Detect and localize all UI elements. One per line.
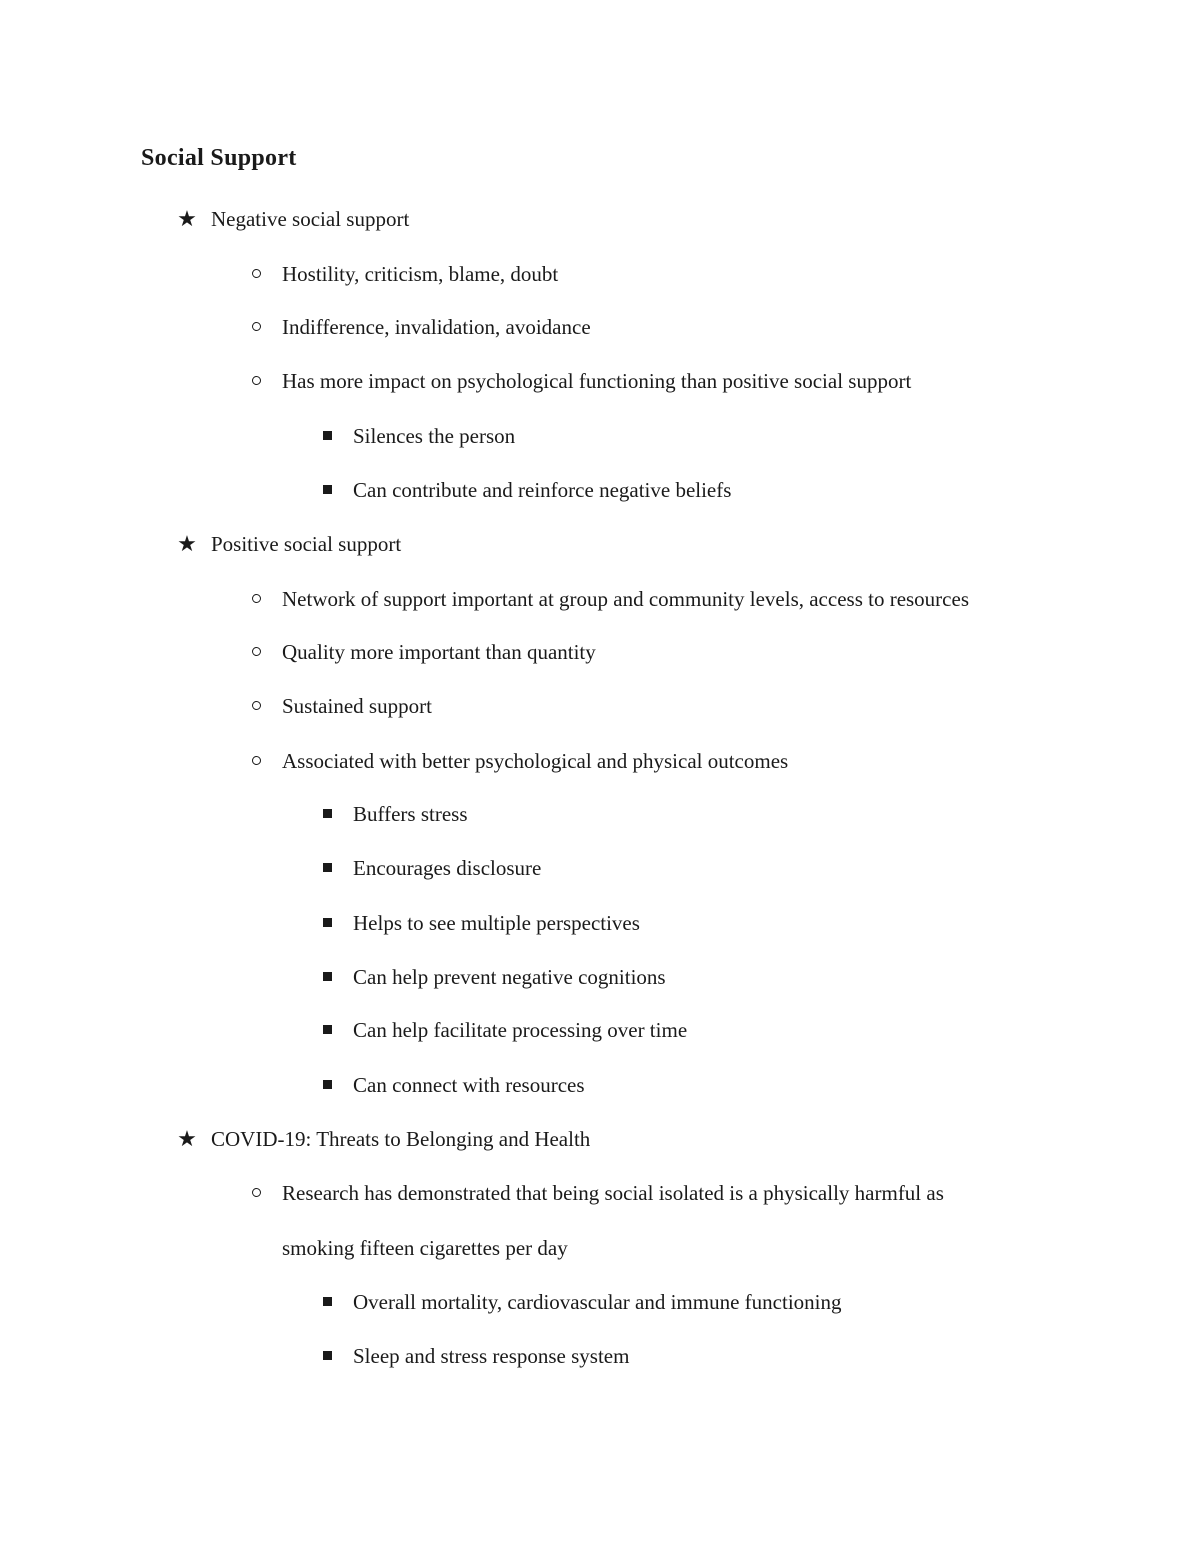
list-item [282,691,432,721]
hollow-circle-bullet-icon [248,690,264,720]
list-item [282,259,558,289]
list-item-label: Indifference, invalidation, avoidance [282,315,591,339]
section-positive-social-support [177,529,402,559]
sub-list-item [353,475,731,505]
star-bullet-icon: ★ [177,531,197,556]
hollow-circle-bullet-icon [248,636,264,666]
sub-list-item [353,908,640,938]
star-bullet-icon: ★ [177,206,197,231]
sub-list-item [353,962,666,992]
hollow-circle-bullet-icon [248,258,264,288]
list-item-label: Network of support important at group and community levels, access to resources [282,587,969,611]
list-item-label: Associated with better psychological and physical outcomes [282,749,789,773]
list-item-label: Research has demonstrated that being social isolated is a physically harmful as [282,1181,944,1205]
sub-list-item-label: Buffers stress [353,802,468,826]
sub-list-item-label: Silences the person [353,424,516,448]
section-label: Positive social support [211,532,402,556]
square-bullet-icon [319,475,335,505]
list-item [282,637,596,667]
sub-list-item-label: Can help facilitate processing over time [353,1018,688,1042]
square-bullet-icon [319,1015,335,1045]
list-item-continuation [282,1233,568,1263]
sub-list-item [353,853,541,883]
list-item [282,366,911,396]
sub-list-item [353,1070,585,1100]
list-item [282,584,969,614]
page-title: Social Support [141,145,297,171]
section-label: Negative social support [211,207,410,231]
sub-list-item-label: Helps to see multiple perspectives [353,911,640,935]
hollow-circle-bullet-icon [248,745,264,775]
square-bullet-icon [319,799,335,829]
sub-list-item-label: Can connect with resources [353,1073,585,1097]
list-item-label: Quality more important than quantity [282,640,596,664]
list-item-label: Hostility, criticism, blame, doubt [282,262,559,286]
list-item [282,1178,944,1208]
sub-list-item-label: Sleep and stress response system [353,1344,630,1368]
sub-list-item-label: Can contribute and reinforce negative beliefs [353,478,732,502]
section-covid-19 [177,1124,591,1154]
hollow-circle-bullet-icon [248,1177,264,1207]
list-item [282,312,591,342]
sub-list-item [353,421,515,451]
square-bullet-icon [319,1287,335,1317]
list-item-label: Sustained support [282,694,432,718]
hollow-circle-bullet-icon [248,365,264,395]
sub-list-item [353,1341,629,1371]
sub-list-item [353,799,468,829]
section-negative-social-support [177,204,410,234]
list-item [282,746,788,776]
square-bullet-icon [319,1070,335,1100]
square-bullet-icon [319,962,335,992]
hollow-circle-bullet-icon [248,311,264,341]
square-bullet-icon [319,853,335,883]
section-label: COVID-19: Threats to Belonging and Health [211,1127,591,1151]
square-bullet-icon [319,421,335,451]
sub-list-item-label: Overall mortality, cardiovascular and immune functioning [353,1290,842,1314]
list-item-label: Has more impact on psychological functioning than positive social support [282,369,912,393]
hollow-circle-bullet-icon [248,583,264,613]
square-bullet-icon [319,1341,335,1371]
sub-list-item [353,1015,687,1045]
list-item-label-continuation: smoking fifteen cigarettes per day [282,1236,568,1260]
sub-list-item-label: Encourages disclosure [353,856,542,880]
square-bullet-icon [319,908,335,938]
star-bullet-icon: ★ [177,1126,197,1151]
sub-list-item [353,1287,842,1317]
sub-list-item-label: Can help prevent negative cognitions [353,965,666,989]
